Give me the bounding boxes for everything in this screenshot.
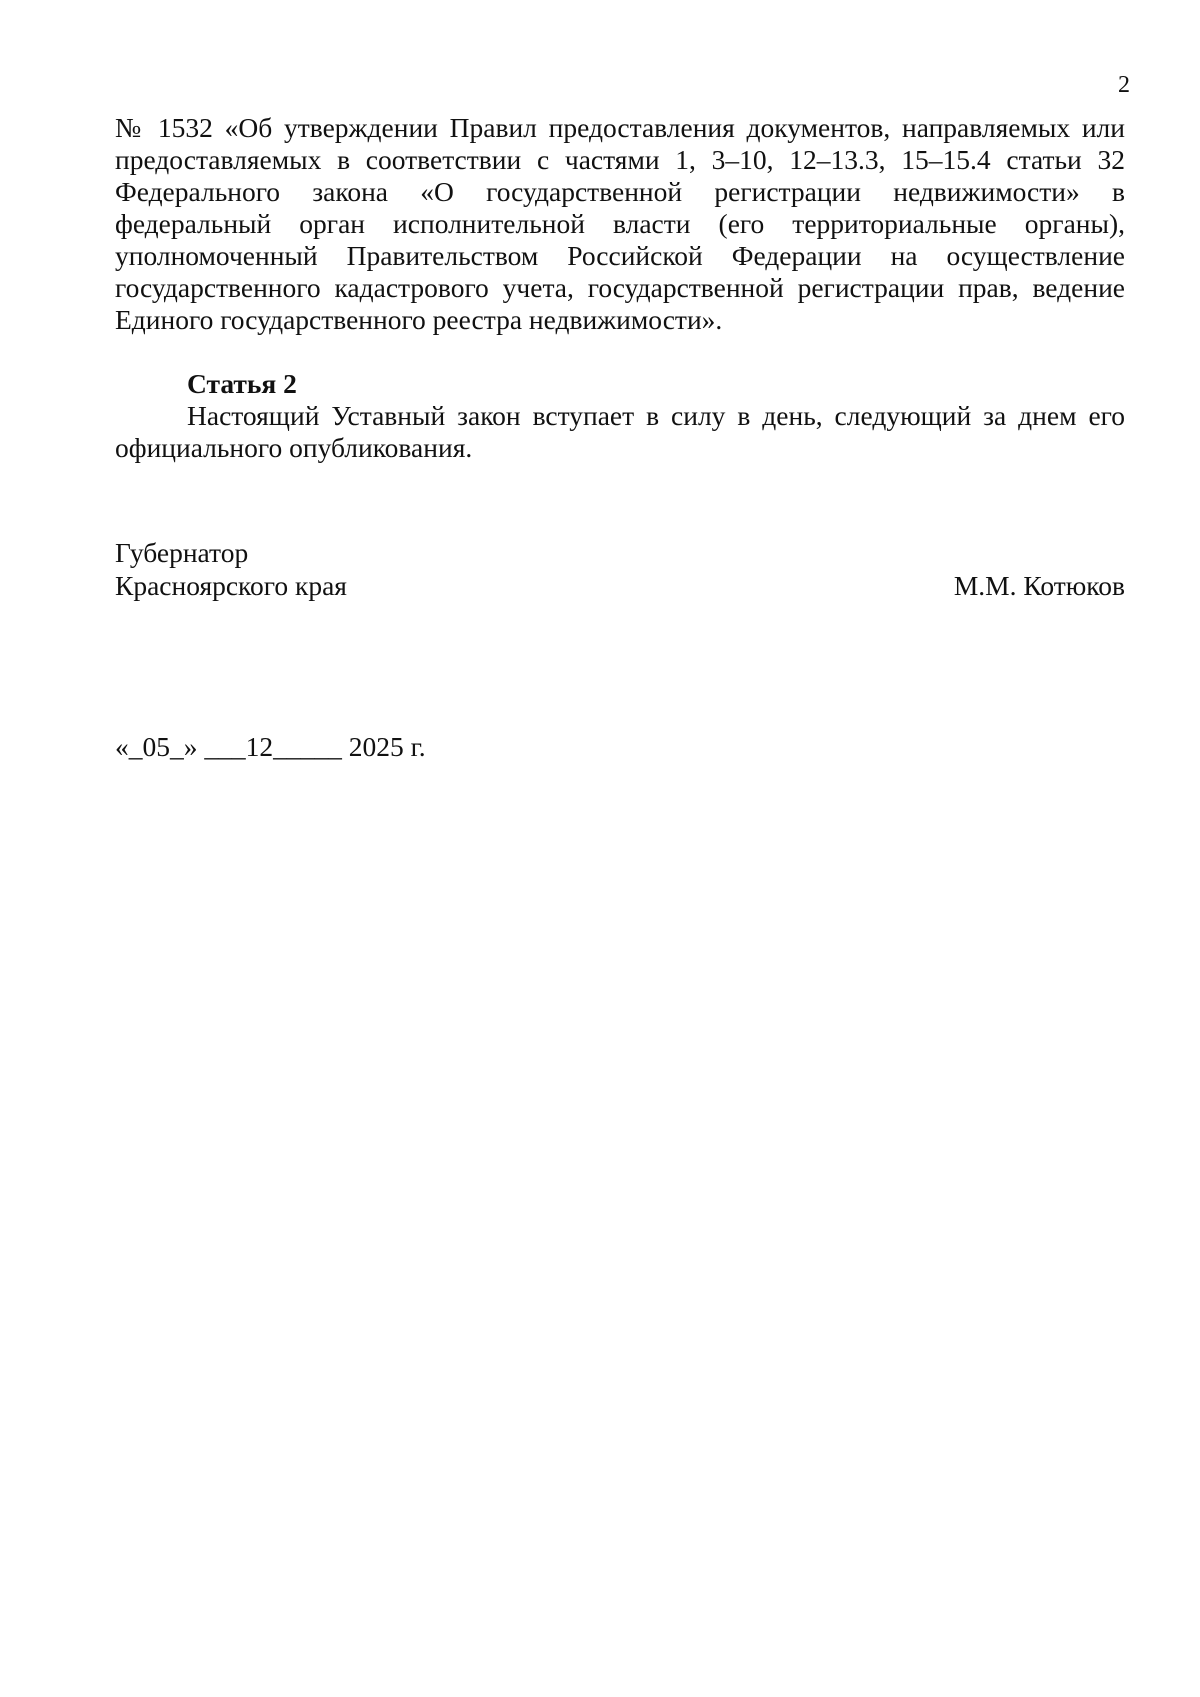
signatory-position-line2: Красноярского края xyxy=(115,570,347,601)
signature-row xyxy=(115,569,1125,602)
document-body xyxy=(115,112,1125,464)
signatory-name: М.М. Котюков xyxy=(953,570,1125,601)
page-number: 2 xyxy=(1118,72,1130,98)
article-heading: Статья 2 xyxy=(187,368,297,399)
signature-block xyxy=(115,536,1125,602)
intro-paragraph: № 1532 «Об утверждении Правил предоставления документов, направляемых или предоставляемых в соответствии с частями 1, 3–10, 12–13.3, 15–15.4 статьи 32 Федерального закона «О государственной регистрации недвижимости» в федеральный орган исполнительной власти (его территориальные органы), уполномоченный Правительством Российской Федерации на осуществление государственного кадастрового учета, государственной регистрации прав, ведение Единого государственного реестра недвижимости». xyxy=(115,112,1125,335)
signing-date: «_05_» ___12_____ 2025 г. xyxy=(115,731,426,762)
article-text: Настоящий Уставный закон вступает в силу в день, следующий за днем его официального опубликования. xyxy=(115,400,1125,463)
signatory-position-line1: Губернатор xyxy=(115,537,249,568)
